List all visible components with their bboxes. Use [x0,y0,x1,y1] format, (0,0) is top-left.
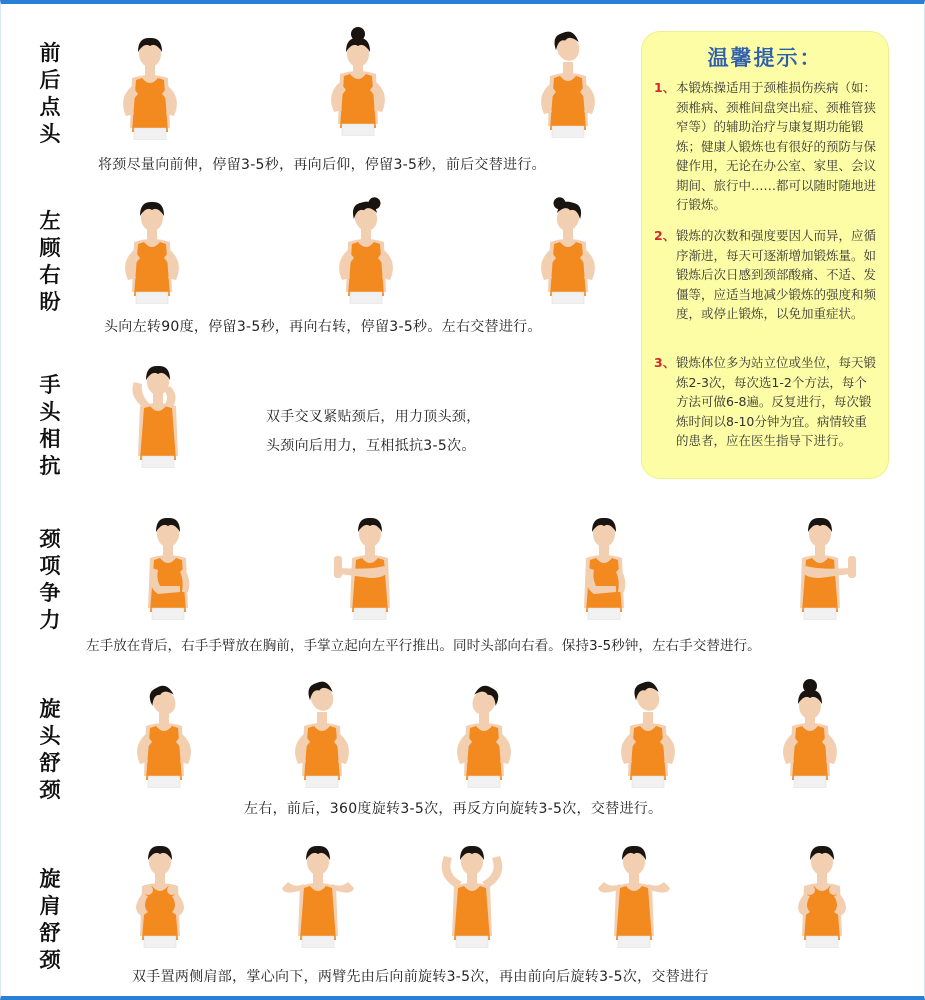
tip-number: 2、 [654,228,676,243]
section-caption: 左手放在背后，右手手臂放在胸前，手掌立起向左平行推出。同时头部向右看。保持3-5秒钟，左右手交替进行。 [86,638,761,654]
tip-item [654,226,878,324]
tip-text: 锻炼的次数和强度要因人而异，应循序渐进，每天可逐渐增加锻炼量。如锻炼后次日感到颈部酸痛、不适、发僵等，应适当地减少锻炼的强度和频度，或停止锻炼，以免加重症状。 [676,228,877,321]
exercise-figure [782,836,862,952]
tip-text: 本锻炼操适用于颈椎损伤疾病（如：颈椎病、颈椎间盘突出症、颈椎管狭窄等）的辅助治疗与康复期功能锻炼；健康人锻炼也有很好的预防与保健作用，无论在办公室、家里、会议期间、旅行中……都可以随时随地进行锻炼。 [676,80,877,212]
tip-number: 1、 [654,80,676,95]
section-caption: 将颈尽量向前伸，停留3-5秒，再向后仰，停留3-5秒，前后交替进行。 [98,157,546,173]
section-title: 颈 项 争 力 [39,527,61,632]
exercise-figure [432,836,512,952]
tips-title: 温馨提示： [707,46,823,70]
tip-item [654,78,878,215]
exercise-figure [594,836,674,952]
section-title: 手 头 相 抗 [39,373,61,478]
tips-box [642,32,888,478]
section-caption-line1: 双手交叉紧贴颈后，用力顶头颈， [266,409,481,425]
tip-number: 3、 [654,355,676,370]
tip-text: 锻炼体位多为站立位或坐位，每天锻炼2-3次，每次选1-2个方法，每个方法可做6-8遍。反复进行，每次锻炼时间以8-10分钟为宜。病情较重的患者，应在医生指导下进行。 [676,355,877,448]
section-title: 旋 头 舒 颈 [39,697,61,802]
section-caption: 头向左转90度，停留3-5秒，再向右转，停留3-5秒。左右交替进行。 [104,319,542,335]
exercise-figure [278,836,358,952]
section-caption: 双手置两侧肩部，掌心向下，两臂先由后向前旋转3-5次，再由前向后旋转3-5次，交替进行 [132,969,709,985]
section-caption-line2: 头颈向后用力，互相抵抗3-5次。 [266,438,476,454]
section-caption: 左右，前后，360度旋转3-5次，再反方向旋转3-5次，交替进行。 [244,801,663,817]
tip-item [654,353,878,451]
section-title: 左 顾 右 盼 [39,209,61,314]
exercise-figure [120,836,200,952]
section-title: 旋 肩 舒 颈 [39,867,61,972]
section-title: 前 后 点 头 [39,41,61,146]
